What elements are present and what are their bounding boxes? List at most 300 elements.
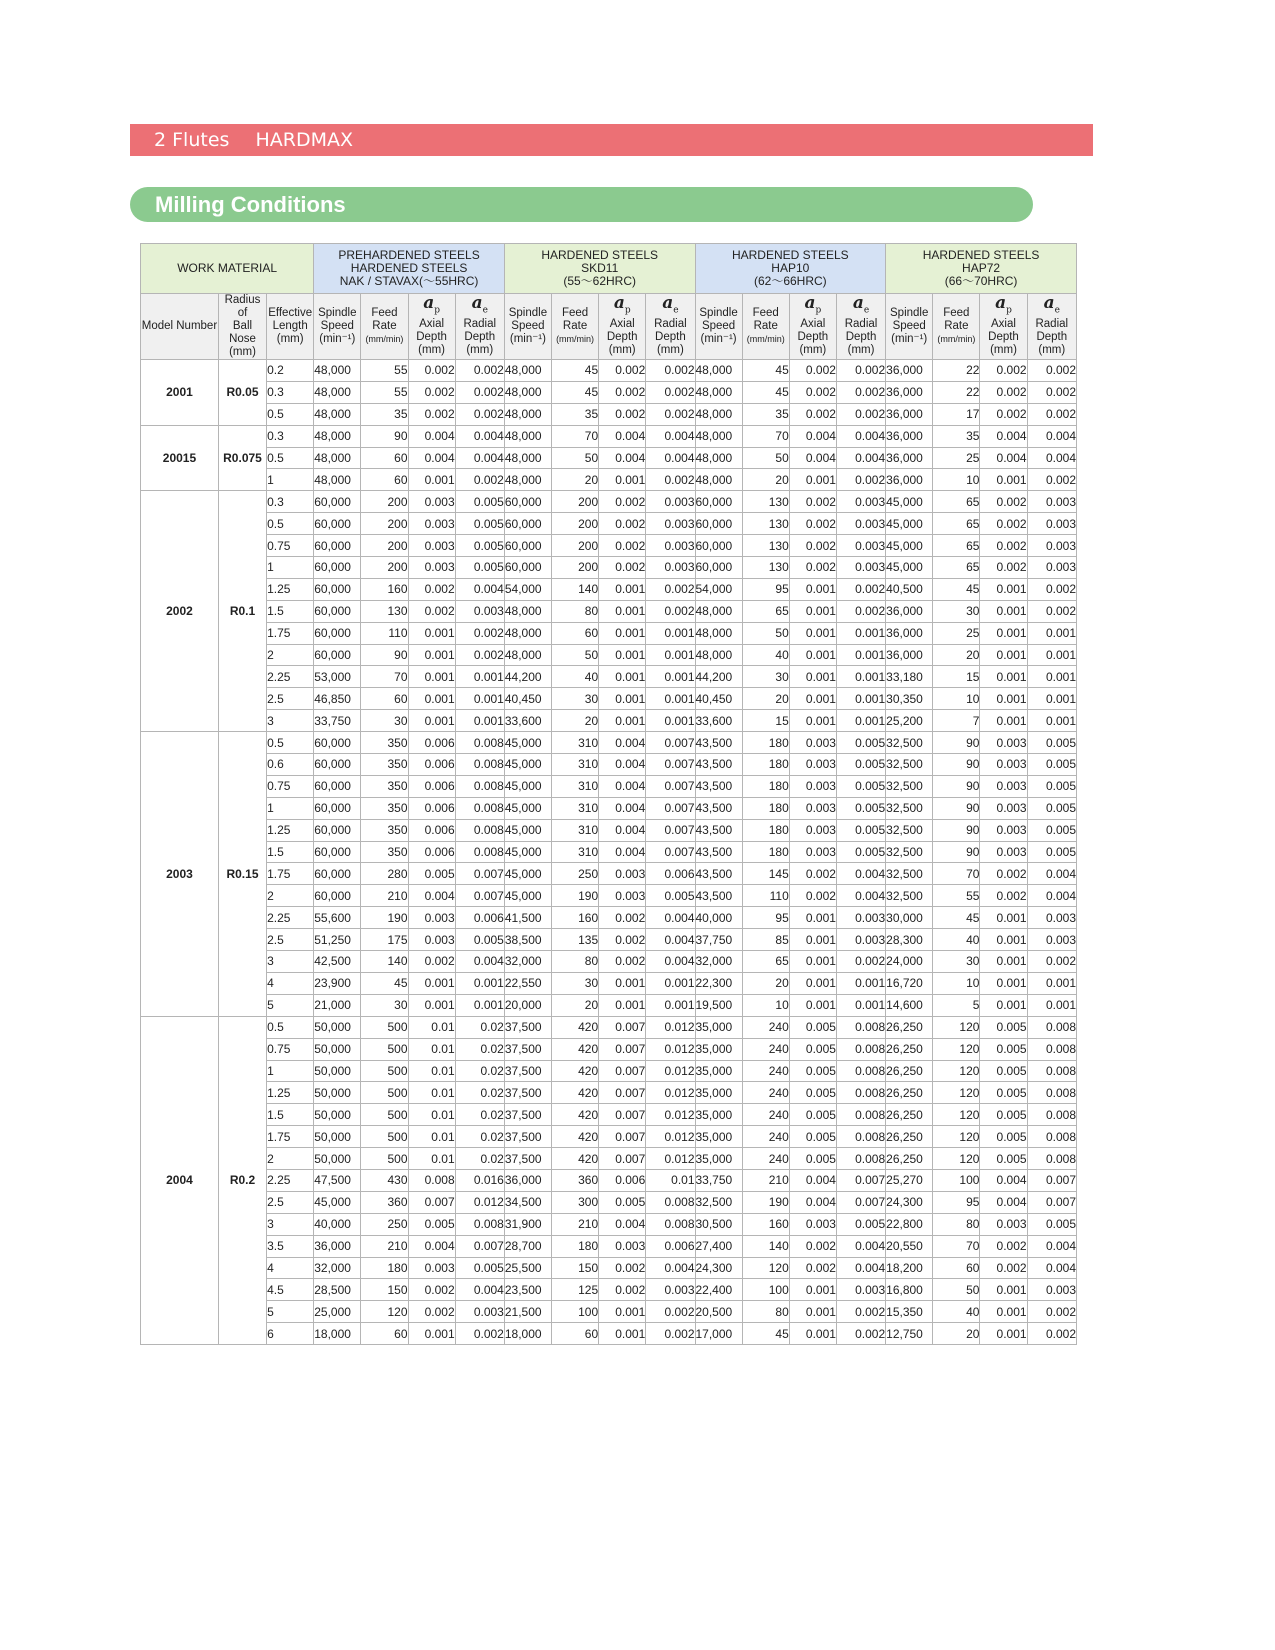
radial-depth-cell: 0.004	[455, 951, 504, 973]
feed-rate-cell: 190	[742, 1191, 789, 1213]
radial-depth-cell: 0.001	[1027, 688, 1076, 710]
table-row	[141, 1235, 1077, 1257]
feed-rate-cell: 80	[933, 1213, 980, 1235]
feed-rate-cell: 120	[933, 1126, 980, 1148]
axial-depth-cell: 0.01	[408, 1126, 455, 1148]
col-radial-depth-line: Radial	[1035, 317, 1069, 330]
feed-rate-cell: 250	[361, 1213, 408, 1235]
radial-depth-cell: 0.004	[646, 929, 695, 951]
radial-depth-cell: 0.002	[646, 600, 695, 622]
spindle-speed-cell: 60,000	[695, 557, 742, 579]
spindle-speed-cell: 60,000	[695, 535, 742, 557]
radial-depth-cell: 0.02	[455, 1060, 504, 1082]
depth-symbol	[837, 293, 885, 317]
feed-rate-cell: 240	[742, 1082, 789, 1104]
feed-rate-cell: 60	[361, 447, 408, 469]
feed-rate-cell: 120	[361, 1301, 408, 1323]
radial-depth-cell: 0.02	[455, 1148, 504, 1170]
col-axial-depth-line: Depth	[797, 330, 829, 343]
length-cell: 3.5	[267, 1235, 314, 1257]
feed-rate-cell: 350	[361, 841, 408, 863]
axial-depth-cell: 0.003	[980, 1213, 1027, 1235]
spindle-speed-cell: 48,000	[695, 425, 742, 447]
feed-rate-cell: 240	[742, 1148, 789, 1170]
spindle-speed-cell: 48,000	[504, 360, 551, 382]
col-spindle-speed	[314, 294, 361, 360]
spindle-speed-cell: 60,000	[314, 863, 361, 885]
feed-rate-cell: 100	[933, 1169, 980, 1191]
radial-depth-cell: 0.001	[836, 644, 885, 666]
feed-rate-cell: 45	[552, 381, 599, 403]
col-feed-rate	[742, 294, 789, 360]
length-cell: 1.75	[267, 863, 314, 885]
group-line: (55～62HRC)	[563, 274, 637, 288]
feed-rate-cell: 210	[361, 885, 408, 907]
radial-depth-cell: 0.005	[1027, 841, 1076, 863]
feed-rate-cell: 180	[742, 841, 789, 863]
radial-depth-cell: 0.003	[1027, 557, 1076, 579]
axial-depth-cell: 0.001	[789, 907, 836, 929]
table-row	[141, 403, 1077, 425]
feed-rate-cell: 180	[742, 732, 789, 754]
radial-depth-cell: 0.007	[455, 885, 504, 907]
spindle-speed-cell: 40,000	[314, 1213, 361, 1235]
feed-rate-cell: 80	[552, 951, 599, 973]
feed-rate-cell: 100	[742, 1279, 789, 1301]
radial-depth-cell: 0.012	[646, 1126, 695, 1148]
spindle-speed-cell: 36,000	[886, 425, 933, 447]
feed-rate-cell: 25	[933, 622, 980, 644]
axial-depth-cell: 0.001	[599, 469, 646, 491]
axial-depth-cell: 0.005	[789, 1126, 836, 1148]
radial-depth-cell: 0.001	[455, 710, 504, 732]
spindle-speed-cell: 53,000	[314, 666, 361, 688]
axial-depth-cell: 0.006	[408, 732, 455, 754]
feed-rate-cell: 420	[552, 1060, 599, 1082]
table-row	[141, 951, 1077, 973]
group-line: NAK / STAVAX(～55HRC)	[339, 274, 479, 288]
milling-conditions-table	[140, 243, 1077, 1345]
depth-symbol-letter: a	[471, 293, 483, 314]
spindle-speed-cell: 60,000	[314, 797, 361, 819]
radial-depth-cell: 0.006	[455, 907, 504, 929]
length-cell: 3	[267, 710, 314, 732]
radial-depth-cell: 0.007	[1027, 1169, 1076, 1191]
feed-rate-cell: 120	[933, 1082, 980, 1104]
col-radial-depth-line: (mm)	[1038, 343, 1066, 356]
col-spindle-speed-line: Speed	[511, 320, 545, 332]
feed-rate-cell: 120	[933, 1038, 980, 1060]
spindle-speed-cell: 36,000	[886, 600, 933, 622]
feed-rate-cell: 20	[552, 710, 599, 732]
feed-rate-cell: 120	[933, 1104, 980, 1126]
spindle-speed-cell: 25,270	[886, 1169, 933, 1191]
col-feed-rate-line: Rate	[562, 320, 588, 332]
spindle-speed-cell: 16,720	[886, 972, 933, 994]
col-radial-depth	[1027, 294, 1076, 360]
feed-rate-cell: 120	[933, 1060, 980, 1082]
col-spindle-speed	[886, 294, 933, 360]
feed-rate-cell: 130	[742, 535, 789, 557]
radial-depth-cell: 0.001	[646, 644, 695, 666]
axial-depth-cell: 0.001	[789, 578, 836, 600]
spindle-speed-cell: 33,600	[695, 710, 742, 732]
col-radial-depth-line: Depth	[1036, 330, 1068, 343]
radial-depth-cell: 0.012	[646, 1148, 695, 1170]
col-radius-line: Radius of	[224, 294, 261, 319]
col-spindle-speed-line: Spindle	[890, 307, 929, 319]
table-row	[141, 710, 1077, 732]
spindle-speed-cell: 43,500	[695, 754, 742, 776]
radial-depth-cell: 0.008	[1027, 1038, 1076, 1060]
group-header-hap10	[695, 244, 886, 294]
feed-rate-cell: 30	[361, 710, 408, 732]
spindle-speed-cell: 20,550	[886, 1235, 933, 1257]
radial-depth-cell: 0.001	[455, 666, 504, 688]
radial-depth-cell: 0.002	[646, 381, 695, 403]
radial-depth-cell: 0.006	[646, 1235, 695, 1257]
spindle-speed-cell: 42,500	[314, 951, 361, 973]
axial-depth-cell: 0.001	[408, 622, 455, 644]
table-row	[141, 972, 1077, 994]
feed-rate-cell: 500	[361, 1104, 408, 1126]
spindle-speed-cell: 25,000	[314, 1301, 361, 1323]
length-cell: 0.5	[267, 1016, 314, 1038]
axial-depth-cell: 0.001	[980, 622, 1027, 644]
axial-depth-cell: 0.002	[789, 535, 836, 557]
spindle-speed-cell: 35,000	[695, 1148, 742, 1170]
col-radial-depth	[455, 294, 504, 360]
model-number-cell: 2001	[141, 360, 219, 426]
spindle-speed-cell: 21,000	[314, 994, 361, 1016]
model-number-cell: 20015	[141, 425, 219, 491]
feed-rate-cell: 420	[552, 1016, 599, 1038]
radial-depth-cell: 0.002	[836, 600, 885, 622]
feed-rate-cell: 30	[933, 600, 980, 622]
axial-depth-cell: 0.002	[789, 557, 836, 579]
radial-depth-cell: 0.001	[836, 666, 885, 688]
spindle-speed-cell: 45,000	[314, 1191, 361, 1213]
depth-symbol-subscript: p	[1006, 305, 1012, 316]
col-radius-line: Ball Nose	[229, 320, 256, 345]
feed-rate-cell: 350	[361, 775, 408, 797]
feed-rate-cell: 65	[933, 557, 980, 579]
axial-depth-cell: 0.007	[599, 1016, 646, 1038]
depth-symbol-letter: a	[804, 293, 816, 314]
axial-depth-cell: 0.005	[980, 1148, 1027, 1170]
spindle-speed-cell: 48,000	[504, 381, 551, 403]
col-spindle-speed-line: Spindle	[318, 307, 357, 319]
length-cell: 0.5	[267, 447, 314, 469]
radial-depth-cell: 0.008	[646, 1213, 695, 1235]
spindle-speed-cell: 32,000	[695, 951, 742, 973]
col-radial-depth-line: Depth	[464, 330, 496, 343]
radial-depth-cell: 0.007	[646, 775, 695, 797]
group-line: HARDENED STEELS	[350, 261, 468, 275]
depth-symbol-letter: a	[662, 293, 674, 314]
axial-depth-cell: 0.001	[789, 1301, 836, 1323]
radial-depth-cell: 0.004	[1027, 447, 1076, 469]
feed-rate-cell: 360	[552, 1169, 599, 1191]
table-row	[141, 535, 1077, 557]
length-cell: 3	[267, 1213, 314, 1235]
table-row	[141, 929, 1077, 951]
length-cell: 1.5	[267, 841, 314, 863]
feed-rate-cell: 60	[361, 1323, 408, 1345]
axial-depth-cell: 0.002	[980, 513, 1027, 535]
axial-depth-cell: 0.002	[599, 1279, 646, 1301]
radial-depth-cell: 0.02	[455, 1038, 504, 1060]
radial-depth-cell: 0.005	[836, 797, 885, 819]
spindle-speed-cell: 12,750	[886, 1323, 933, 1345]
axial-depth-cell: 0.001	[599, 1301, 646, 1323]
spindle-speed-cell: 24,300	[886, 1191, 933, 1213]
feed-rate-cell: 55	[933, 885, 980, 907]
feed-rate-cell: 20	[933, 644, 980, 666]
axial-depth-cell: 0.006	[408, 841, 455, 863]
feed-rate-cell: 40	[552, 666, 599, 688]
feed-rate-cell: 50	[742, 622, 789, 644]
feed-rate-cell: 310	[552, 819, 599, 841]
feed-rate-cell: 30	[361, 994, 408, 1016]
feed-rate-cell: 70	[361, 666, 408, 688]
feed-rate-cell: 50	[742, 447, 789, 469]
spindle-speed-cell: 27,400	[695, 1235, 742, 1257]
radial-depth-cell: 0.002	[1027, 360, 1076, 382]
radial-depth-cell: 0.005	[836, 754, 885, 776]
table-row	[141, 775, 1077, 797]
axial-depth-cell: 0.001	[980, 1301, 1027, 1323]
spindle-speed-cell: 32,500	[886, 797, 933, 819]
spindle-speed-cell: 30,500	[695, 1213, 742, 1235]
col-feed-rate-line: Feed	[943, 307, 970, 319]
axial-depth-cell: 0.006	[408, 819, 455, 841]
feed-rate-cell: 100	[552, 1301, 599, 1323]
spindle-speed-cell: 60,000	[314, 732, 361, 754]
length-cell: 5	[267, 994, 314, 1016]
spindle-speed-cell: 45,000	[504, 775, 551, 797]
radial-depth-cell: 0.002	[836, 578, 885, 600]
feed-rate-cell: 20	[742, 469, 789, 491]
axial-depth-cell: 0.001	[980, 710, 1027, 732]
feed-rate-cell: 95	[742, 578, 789, 600]
axial-depth-cell: 0.004	[599, 841, 646, 863]
axial-depth-cell: 0.001	[789, 688, 836, 710]
axial-depth-cell: 0.003	[789, 797, 836, 819]
radial-depth-cell: 0.004	[1027, 863, 1076, 885]
radial-depth-cell: 0.002	[455, 403, 504, 425]
radial-depth-cell: 0.002	[455, 1323, 504, 1345]
spindle-speed-cell: 60,000	[314, 754, 361, 776]
group-line: (66～70HRC)	[944, 274, 1018, 288]
depth-symbol	[790, 293, 836, 317]
axial-depth-cell: 0.01	[408, 1038, 455, 1060]
col-feed-rate-line: Feed	[371, 307, 398, 319]
spindle-speed-cell: 51,250	[314, 929, 361, 951]
spindle-speed-cell: 47,500	[314, 1169, 361, 1191]
radial-depth-cell: 0.001	[836, 622, 885, 644]
radial-depth-cell: 0.002	[836, 1323, 885, 1345]
axial-depth-cell: 0.001	[599, 600, 646, 622]
length-cell: 2.25	[267, 666, 314, 688]
axial-depth-cell: 0.003	[408, 907, 455, 929]
spindle-speed-cell: 20,500	[695, 1301, 742, 1323]
col-length-line: Length	[272, 320, 308, 332]
radial-depth-cell: 0.008	[455, 797, 504, 819]
spindle-speed-cell: 60,000	[314, 622, 361, 644]
spindle-speed-cell: 48,000	[695, 360, 742, 382]
axial-depth-cell: 0.002	[980, 1257, 1027, 1279]
axial-depth-cell: 0.005	[980, 1016, 1027, 1038]
feed-rate-cell: 310	[552, 732, 599, 754]
spindle-speed-cell: 32,500	[886, 841, 933, 863]
length-cell: 0.2	[267, 360, 314, 382]
axial-depth-cell: 0.002	[980, 403, 1027, 425]
feed-rate-cell: 280	[361, 863, 408, 885]
spindle-speed-cell: 22,300	[695, 972, 742, 994]
spindle-speed-cell: 60,000	[314, 819, 361, 841]
feed-rate-cell: 120	[742, 1257, 789, 1279]
col-axial-depth	[408, 294, 455, 360]
col-radial-depth-line: Radial	[654, 317, 687, 330]
radial-depth-cell: 0.003	[1027, 491, 1076, 513]
spindle-speed-cell: 60,000	[314, 557, 361, 579]
axial-depth-cell: 0.005	[980, 1126, 1027, 1148]
feed-rate-cell: 90	[933, 819, 980, 841]
feed-rate-cell: 140	[361, 951, 408, 973]
feed-rate-cell: 500	[361, 1126, 408, 1148]
col-length	[267, 294, 314, 360]
radial-depth-cell: 0.001	[1027, 622, 1076, 644]
spindle-speed-cell: 43,500	[695, 819, 742, 841]
table-row	[141, 841, 1077, 863]
radial-depth-cell: 0.002	[1027, 403, 1076, 425]
spindle-speed-cell: 45,000	[886, 491, 933, 513]
table-row	[141, 666, 1077, 688]
radial-depth-cell: 0.003	[1027, 907, 1076, 929]
radial-depth-cell: 0.002	[836, 951, 885, 973]
radial-depth-cell: 0.002	[646, 578, 695, 600]
table-row	[141, 863, 1077, 885]
axial-depth-cell: 0.002	[599, 557, 646, 579]
length-cell: 0.5	[267, 732, 314, 754]
feed-rate-cell: 175	[361, 929, 408, 951]
axial-depth-cell: 0.004	[789, 1191, 836, 1213]
spindle-speed-cell: 60,000	[314, 775, 361, 797]
feed-rate-cell: 45	[742, 1323, 789, 1345]
spindle-speed-cell: 60,000	[504, 557, 551, 579]
col-axial-depth	[980, 294, 1027, 360]
axial-depth-cell: 0.003	[789, 754, 836, 776]
spindle-speed-cell: 30,350	[886, 688, 933, 710]
radial-depth-cell: 0.004	[1027, 425, 1076, 447]
feed-rate-cell: 20	[552, 469, 599, 491]
feed-rate-cell: 30	[933, 951, 980, 973]
table-row	[141, 1257, 1077, 1279]
feed-rate-cell: 65	[742, 600, 789, 622]
col-spindle-speed-line: (min⁻¹)	[700, 333, 737, 345]
axial-depth-cell: 0.002	[789, 885, 836, 907]
spindle-speed-cell: 36,000	[314, 1235, 361, 1257]
axial-depth-cell: 0.003	[789, 775, 836, 797]
spindle-speed-cell: 37,750	[695, 929, 742, 951]
table-row	[141, 819, 1077, 841]
group-line: HARDENED STEELS	[541, 248, 659, 262]
axial-depth-cell: 0.001	[980, 644, 1027, 666]
radial-depth-cell: 0.007	[836, 1191, 885, 1213]
spindle-speed-cell: 54,000	[695, 578, 742, 600]
axial-depth-cell: 0.004	[980, 1191, 1027, 1213]
radial-depth-cell: 0.002	[1027, 469, 1076, 491]
spindle-speed-cell: 26,250	[886, 1016, 933, 1038]
axial-depth-cell: 0.002	[408, 1279, 455, 1301]
spindle-speed-cell: 48,000	[314, 360, 361, 382]
col-model-number: Model Number	[141, 294, 219, 360]
spindle-speed-cell: 36,000	[886, 622, 933, 644]
length-cell: 4.5	[267, 1279, 314, 1301]
radial-depth-cell: 0.002	[455, 360, 504, 382]
axial-depth-cell: 0.004	[599, 1213, 646, 1235]
spindle-speed-cell: 22,800	[886, 1213, 933, 1235]
feed-rate-cell: 300	[552, 1191, 599, 1213]
feed-rate-cell: 90	[933, 841, 980, 863]
axial-depth-cell: 0.002	[789, 360, 836, 382]
group-line: HAP10	[771, 261, 810, 275]
spindle-speed-cell: 45,000	[504, 754, 551, 776]
length-cell: 4	[267, 972, 314, 994]
spindle-speed-cell: 48,000	[504, 447, 551, 469]
feed-rate-cell: 25	[933, 447, 980, 469]
spindle-speed-cell: 31,900	[504, 1213, 551, 1235]
col-axial-depth-line: Depth	[988, 330, 1019, 343]
length-cell: 1.75	[267, 622, 314, 644]
radial-depth-cell: 0.007	[646, 819, 695, 841]
length-cell: 2.5	[267, 688, 314, 710]
feed-rate-cell: 240	[742, 1016, 789, 1038]
radial-depth-cell: 0.003	[1027, 513, 1076, 535]
axial-depth-cell: 0.002	[789, 403, 836, 425]
spindle-speed-cell: 45,000	[504, 841, 551, 863]
table-row	[141, 1060, 1077, 1082]
work-material-header: WORK MATERIAL	[141, 244, 314, 294]
radial-depth-cell: 0.005	[836, 841, 885, 863]
radial-depth-cell: 0.003	[836, 907, 885, 929]
radial-depth-cell: 0.001	[1027, 666, 1076, 688]
radius-cell: R0.1	[218, 491, 266, 732]
radial-depth-cell: 0.001	[646, 666, 695, 688]
axial-depth-cell: 0.001	[789, 710, 836, 732]
length-cell: 0.3	[267, 425, 314, 447]
axial-depth-cell: 0.01	[408, 1060, 455, 1082]
axial-depth-cell: 0.007	[599, 1104, 646, 1126]
axial-depth-cell: 0.004	[599, 754, 646, 776]
col-radial-depth-line: Depth	[845, 330, 877, 343]
radial-depth-cell: 0.003	[836, 513, 885, 535]
radial-depth-cell: 0.005	[455, 513, 504, 535]
col-spindle-speed-line: Speed	[892, 320, 926, 332]
feed-rate-cell: 420	[552, 1038, 599, 1060]
table-row	[141, 622, 1077, 644]
feed-rate-cell: 10	[933, 469, 980, 491]
feed-rate-cell: 200	[361, 557, 408, 579]
feed-rate-cell: 22	[933, 381, 980, 403]
radial-depth-cell: 0.001	[646, 622, 695, 644]
radial-depth-cell: 0.002	[455, 644, 504, 666]
spindle-speed-cell: 24,300	[695, 1257, 742, 1279]
axial-depth-cell: 0.001	[408, 666, 455, 688]
brand-label: HARDMAX	[255, 129, 353, 151]
spindle-speed-cell: 60,000	[314, 513, 361, 535]
